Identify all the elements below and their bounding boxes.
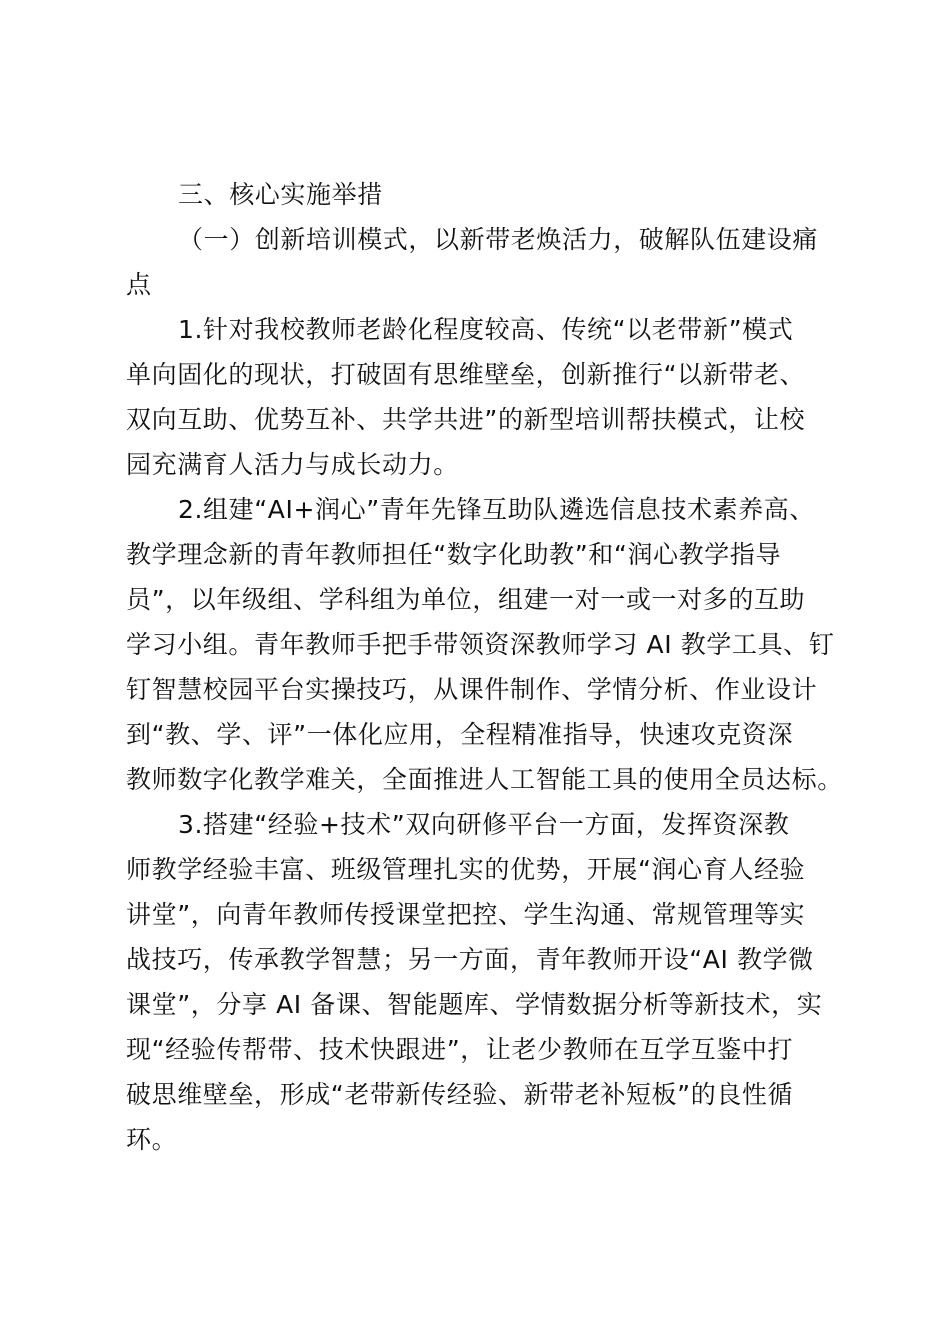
paragraph-line: 学习小组。青年教师手把手带领资深教师学习 AI 教学工具、钉 [126, 630, 835, 659]
paragraph-line: 课堂”，分享 AI 备课、智能题库、学情数据分析等新技术，实 [126, 990, 823, 1019]
paragraph-line: 园充满育人活力与成长动力。 [126, 450, 459, 479]
subheading-line: 点 [126, 270, 152, 299]
paragraph-line: 破思维壁垒，形成“老带新传经验、新带老补短板”的良性循 [126, 1080, 794, 1109]
paragraph-1 [126, 307, 850, 487]
paragraph-line: 教师数字化教学难关，全面推进人工智能工具的使用全员达标。 [126, 765, 843, 794]
paragraph-line: 钉智慧校园平台实操技巧，从课件制作、学情分析、作业设计 [126, 675, 818, 704]
paragraph-line: 3.搭建“经验+技术”双向研修平台一方面，发挥资深教 [178, 810, 790, 839]
subheading-line: （一）创新培训模式，以新带老焕活力，破解队伍建设痛 [178, 225, 819, 254]
paragraph-line: 2.组建“AI+润心”青年先锋互助队遴选信息技术素养高、 [178, 495, 815, 524]
document-body [126, 172, 850, 1162]
paragraph-line: 单向固化的现状，打破固有思维壁垒，创新推行“以新带老、 [126, 360, 806, 389]
paragraph-line: 现“经验传帮带、技术快跟进”，让老少教师在互学互鉴中打 [126, 1035, 794, 1064]
subheading [126, 217, 850, 307]
paragraph-line: 讲堂”，向青年教师传授课堂把控、学生沟通、常规管理等实 [126, 900, 806, 929]
paragraph-line: 双向互助、优势互补、共学共进”的新型培训帮扶模式，让校 [126, 405, 806, 434]
paragraph-line: 员”，以年级组、学科组为单位，组建一对一或一对多的互助 [126, 585, 806, 614]
paragraph-3 [126, 802, 850, 1162]
paragraph-line: 战技巧，传承教学智慧；另一方面，青年教师开设“AI 教学微 [126, 945, 814, 974]
paragraph-line: 师教学经验丰富、班级管理扎实的优势，开展“润心育人经验 [126, 855, 806, 884]
paragraph-line: 教学理念新的青年教师担任“数字化助教”和“润心教学指导 [126, 540, 782, 569]
paragraph-2 [126, 487, 850, 802]
paragraph-line: 1.针对我校教师老龄化程度较高、传统“以老带新”模式 [178, 315, 794, 344]
section-heading: 三、核心实施举措 [178, 180, 383, 209]
paragraph-line: 环。 [126, 1125, 178, 1154]
paragraph-line: 到“教、学、评”一体化应用，全程精准指导，快速攻克资深 [126, 720, 794, 749]
